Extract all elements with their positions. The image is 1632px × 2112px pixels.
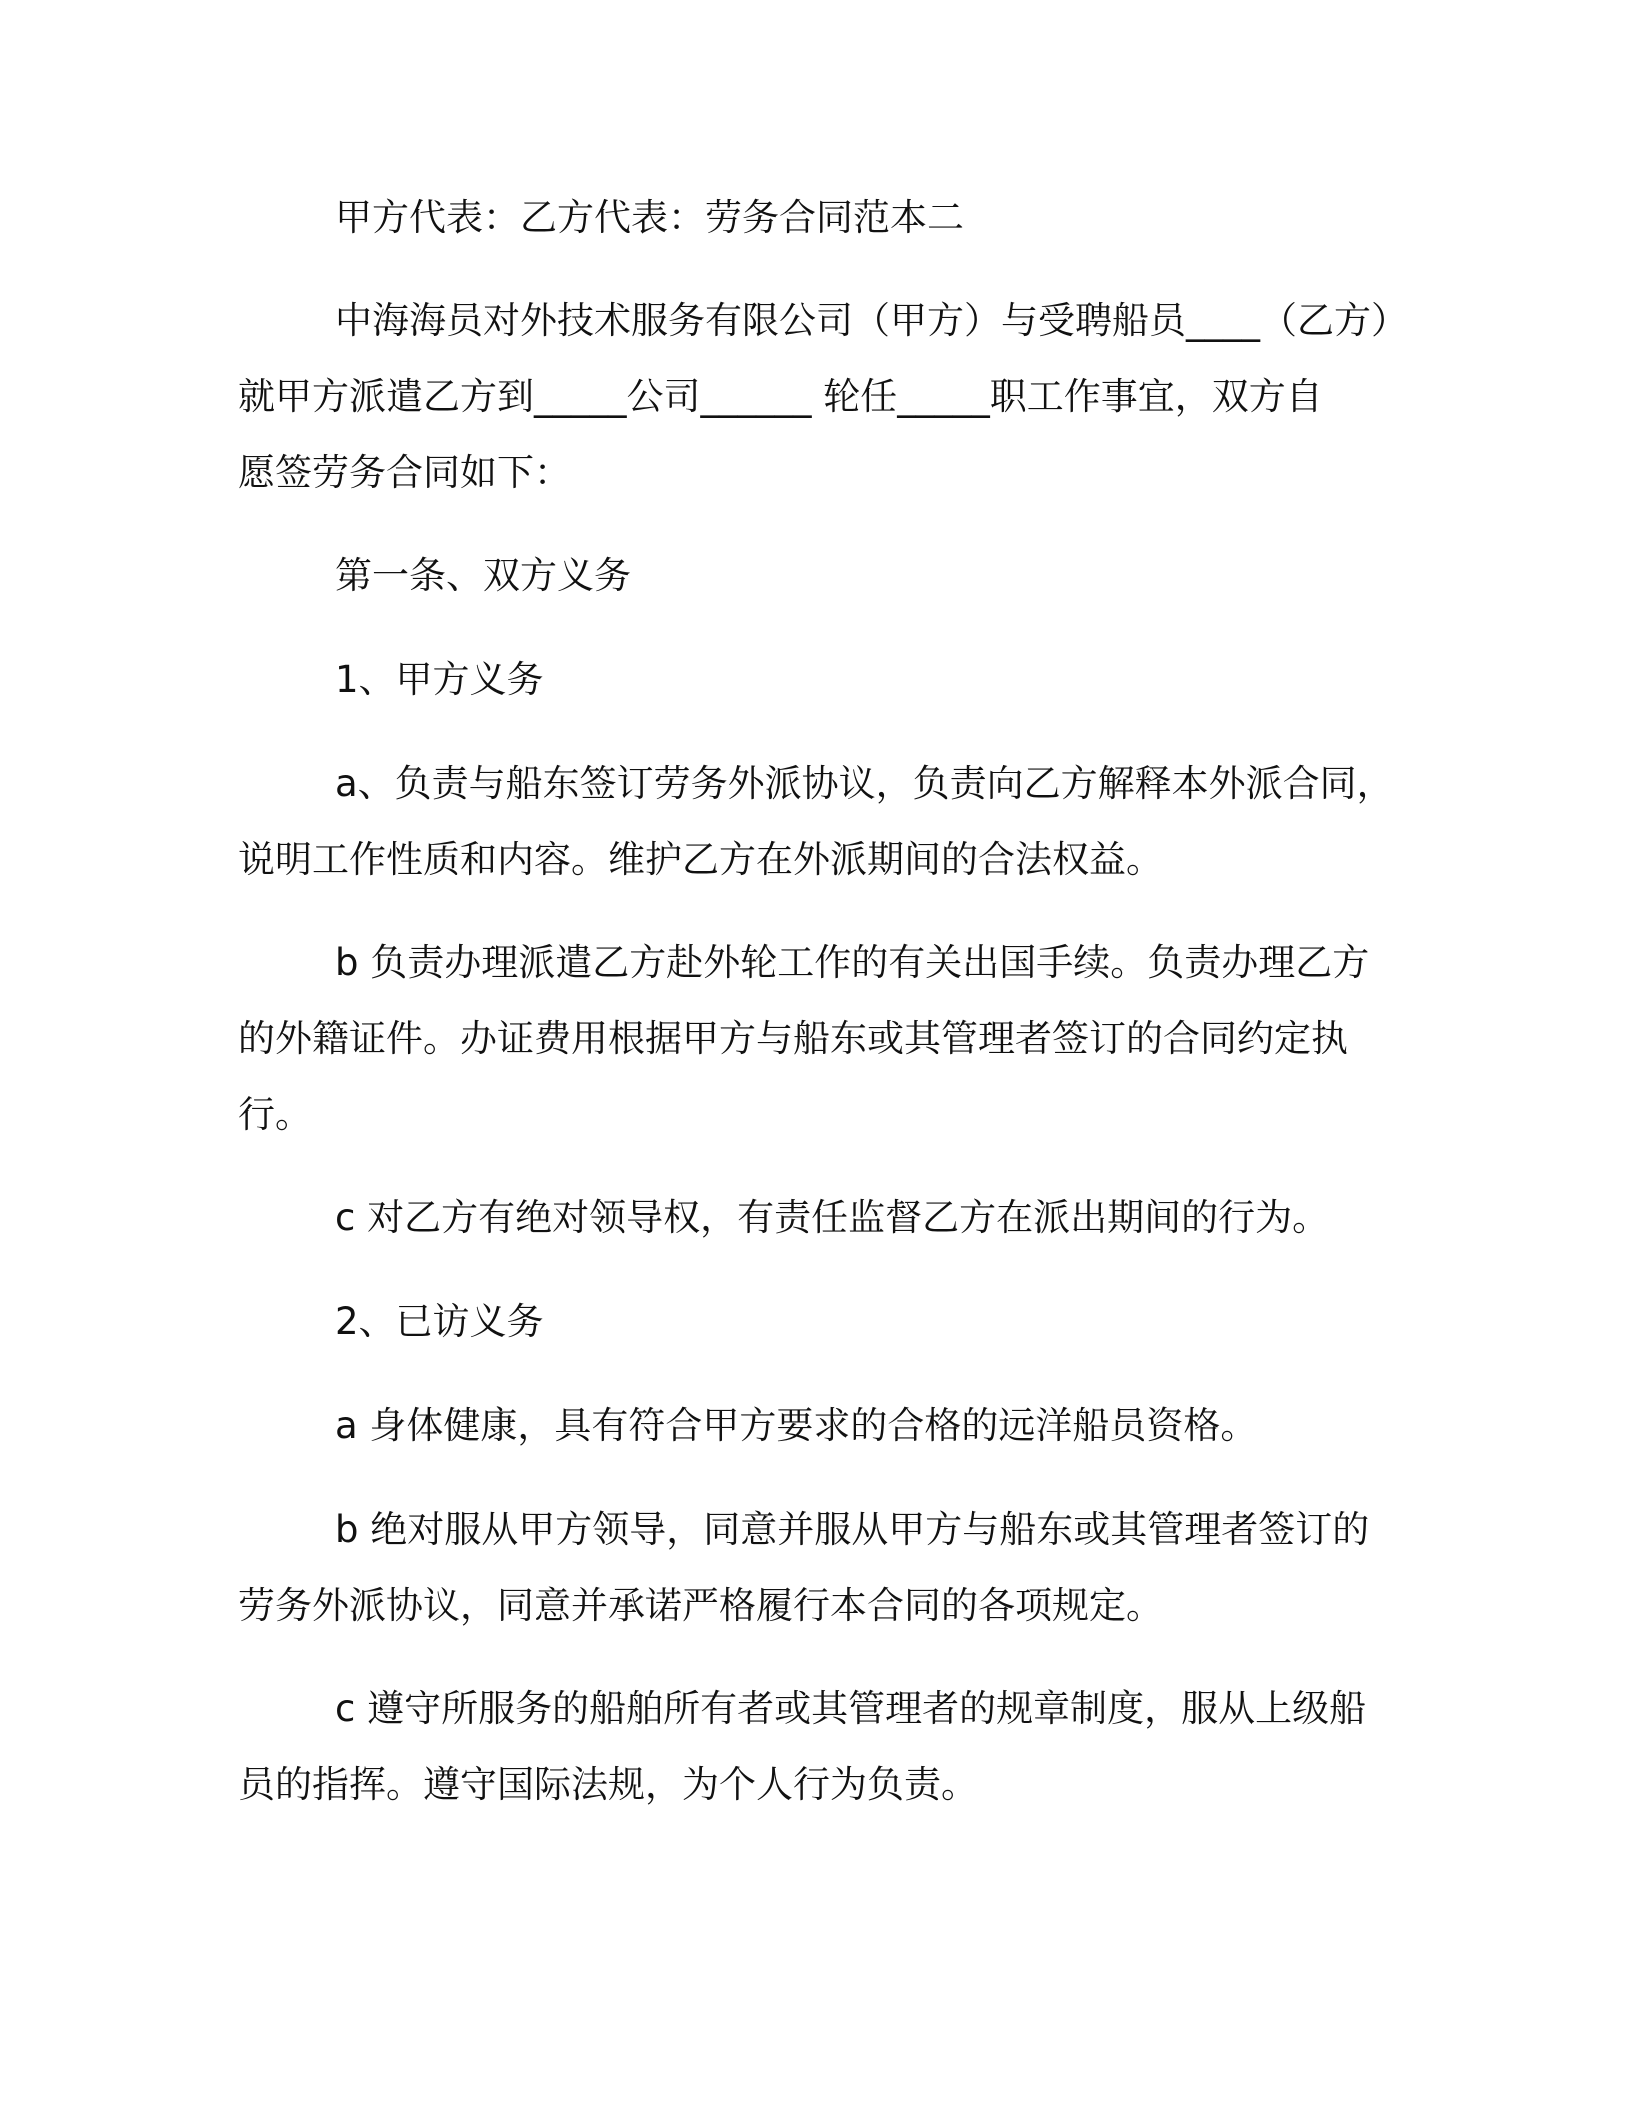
- text-line: 2、已访义务: [335, 1300, 544, 1343]
- representatives-heading: [238, 180, 1418, 256]
- text-line: 员的指挥。遵守国际法规，为个人行为负责。: [238, 1763, 978, 1806]
- article-one-heading: [238, 538, 1418, 614]
- party-a-item-a: [238, 746, 1418, 898]
- text-line: b 负责办理派遣乙方赴外轮工作的有关出国手续。负责办理乙方: [335, 941, 1370, 984]
- text-line: 中海海员对外技术服务有限公司（甲方）与受聘船员____（乙方）: [335, 299, 1408, 342]
- text-line: c 遵守所服务的船舶所有者或其管理者的规章制度，服从上级船: [335, 1687, 1367, 1730]
- text-line: 的外籍证件。办证费用根据甲方与船东或其管理者签订的合同约定执: [238, 1017, 1348, 1060]
- text-line: 劳务外派协议，同意并承诺严格履行本合同的各项规定。: [238, 1584, 1163, 1627]
- contract-intro-paragraph: [238, 283, 1418, 511]
- text-line: a、负责与船东签订劳务外派协议，负责向乙方解释本外派合同，: [335, 762, 1394, 805]
- party-b-item-c: [238, 1671, 1418, 1823]
- text-line: a 身体健康，具有符合甲方要求的合格的远洋船员资格。: [335, 1404, 1258, 1447]
- text-line: 甲方代表：乙方代表：劳务合同范本二: [335, 196, 964, 239]
- text-line: c 对乙方有绝对领导权，有责任监督乙方在派出期间的行为。: [335, 1196, 1330, 1239]
- party-b-item-a: [238, 1388, 1418, 1464]
- text-line: b 绝对服从甲方领导，同意并服从甲方与船东或其管理者签订的: [335, 1508, 1370, 1551]
- text-line: 行。: [238, 1093, 312, 1136]
- text-line: 说明工作性质和内容。维护乙方在外派期间的合法权益。: [238, 838, 1163, 881]
- party-b-item-b: [238, 1492, 1418, 1644]
- text-line: 就甲方派遣乙方到_____公司______ 轮任_____职工作事宜，双方自: [238, 375, 1323, 418]
- text-line: 1、甲方义务: [335, 658, 544, 701]
- party-a-item-b: [238, 925, 1418, 1153]
- party-a-obligations-heading: [238, 642, 1418, 718]
- party-b-obligations-heading: [238, 1284, 1418, 1360]
- text-line: 愿签劳务合同如下：: [238, 451, 571, 494]
- party-a-item-c: [238, 1180, 1418, 1256]
- text-line: 第一条、双方义务: [335, 554, 631, 597]
